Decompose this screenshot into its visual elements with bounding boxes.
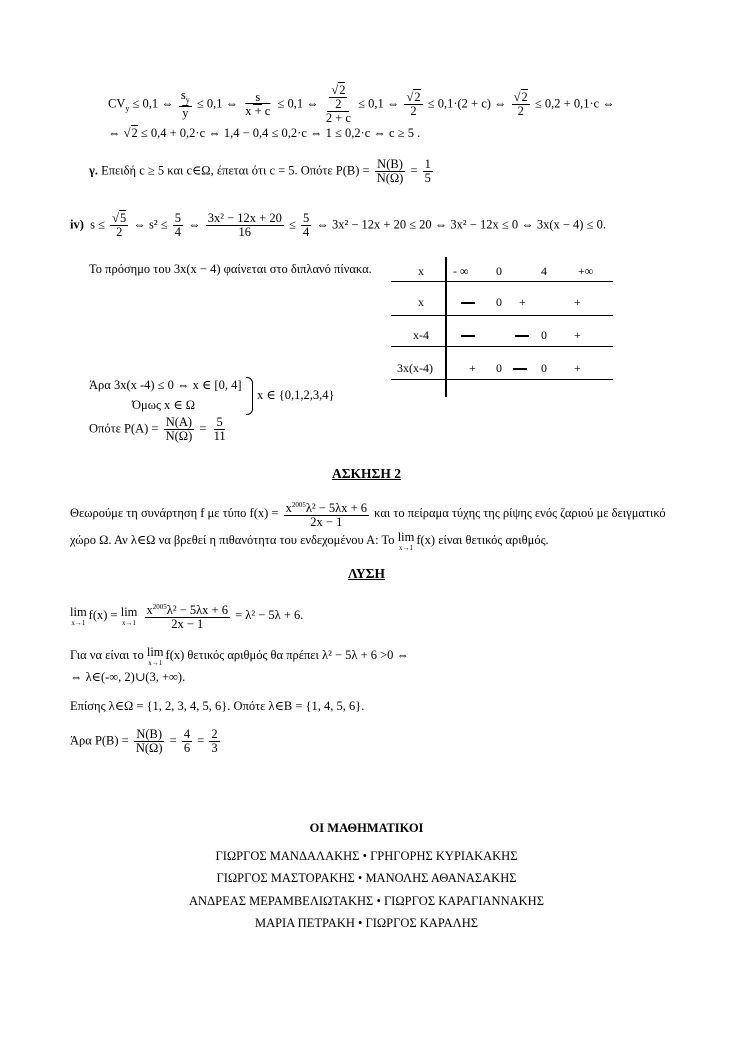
- table-rule: [391, 315, 613, 316]
- limit-operator: lim x→1: [146, 645, 164, 667]
- fraction-4-over-6: $\frac{4}{6}$: [183, 727, 191, 755]
- plus-sign: +: [469, 361, 476, 375]
- sign-table-caption: Το πρόσημο του 3x(x − 4) φαίνεται στο διπλανό πίνακα.: [89, 262, 372, 276]
- zero-mark: 0: [541, 361, 547, 375]
- zero-mark: 0: [496, 361, 502, 375]
- fraction-sy-over-y: $\frac{s_y}{y}$: [180, 87, 190, 121]
- header-x: x: [418, 264, 424, 278]
- fraction-1-over-5: $\frac{1}{5}$: [424, 157, 431, 185]
- minus-sign: [461, 335, 475, 337]
- row-label-product: 3x(x-4): [397, 361, 433, 375]
- table-rule: [391, 379, 613, 380]
- solution-line-2: Για να είναι το lim x→1 f(x) θετικός αριθμός θα πρέπει λ² − 5λ + 6 >0 ⇔: [70, 645, 410, 667]
- conclusion-line-2: Όμως x ∈ Ω: [132, 398, 196, 412]
- solution-line-3: ⇔ λ∈(-∞, 2)∪(3, +∞).: [70, 670, 186, 684]
- exercise-2-paragraph-2: χώρο Ω. Αν λ∈Ω να βρεθεί η πιθανότητα του ενδεχομένου Α: Το lim x→1 f(x) είναι θετικός αριθμός.: [70, 530, 549, 552]
- footer-authors-2: ΓΙΩΡΓΟΣ ΜΑΣΤΟΡΑΚΗΣ • ΜΑΝΟΛΗΣ ΑΘΑΝΑΣΑΚΗΣ: [216, 871, 517, 885]
- fraction-quadratic-over-16: $\frac{\text{3x² − 12x + 20}}{16}$: [207, 211, 282, 239]
- fraction-na-over-nomega: $\frac{N(A)}{N(\Omega)}$: [165, 415, 193, 443]
- iv-inequality: iv) s ≤ $\frac{√5}{2}$ ⇔ s² ≤ $\frac{5}{4}$ ⇔ $\frac{\text{3x² − 12x + 20}}{16}$ ≤ $\frac{5}{4}$ ⇔ 3x² − 12x + 20 ≤ 20 ⇔ 3x² − 12x ≤ 0 ⇔ 3x(x − 4) ≤ 0.: [70, 211, 606, 239]
- fraction-fx: $\frac{x^{2005}\lambda^2 - 5\lambda x + 6}{2x - 1}$: [285, 501, 368, 530]
- header-minus-inf: - ∞: [453, 264, 469, 278]
- header-plus-inf: +∞: [578, 264, 594, 278]
- plus-sign: +: [574, 295, 581, 309]
- table-rule: [391, 281, 613, 282]
- solution-line-4: Επίσης λ∈Ω = {1, 2, 3, 4, 5, 6}. Οπότε λ∈B = {1, 4, 5, 6}.: [70, 699, 365, 713]
- fraction-5-over-4-a: $\frac{5}{4}$: [174, 211, 181, 239]
- table-rule: [391, 346, 613, 347]
- fraction-5-over-11: $\frac{5}{11}$: [213, 415, 226, 443]
- fraction-nb-over-nomega: $\frac{N(B)}{N(\Omega)}$: [376, 157, 404, 185]
- gamma-paragraph: γ. Επειδή c ≥ 5 και c∈Ω, έπεται ότι c = 5. Οπότε P(B) = $\frac{N(B)}{N(\Omega)}$ = $\frac{1}{5}$: [89, 157, 431, 185]
- limit-operator: lim x→1: [70, 605, 87, 628]
- fraction-s-over-xc: $\frac{s}{x + c}$: [245, 90, 271, 118]
- zero-mark: 0: [541, 328, 547, 342]
- conclusion-set: x ∈ {0,1,2,3,4}: [257, 388, 335, 402]
- probability-a: Οπότε P(A) = $\frac{N(A)}{N(\Omega)}$ = $\frac{5}{11}$: [89, 415, 226, 443]
- exercise-2-title: ΑΣΚΗΣΗ 2: [331, 466, 402, 481]
- exercise-2-paragraph-1: Θεωρούμε τη συνάρτηση f με τύπο f(x) = $\frac{x^{2005}\lambda^2 - 5\lambda x + 6}{2x - 1}$ και το πείραμα τύχης της ρίψης ενός ζαριού με δειγματικό: [70, 501, 666, 530]
- conclusion-line-1: Άρα 3x(x -4) ≤ 0 ⇔ x ∈ [0, 4]: [89, 378, 242, 392]
- fraction-5-over-4-b: $\frac{5}{4}$: [302, 211, 310, 239]
- fraction-sqrt5-over-2: $\frac{√5}{2}$: [112, 211, 127, 239]
- plus-sign: +: [519, 295, 526, 309]
- fraction-fx-solution: $\frac{x^{2005}\lambda^2 - 5\lambda x + 6}{2x - 1}$: [146, 603, 228, 632]
- fraction-sqrt2-over-2-b: $\frac{√2}{2}$: [513, 90, 528, 118]
- minus-sign: [513, 368, 527, 370]
- minus-sign: [461, 302, 475, 304]
- cv-line-1: $CV_y \le 0,1$ ⇔ $\frac{s_y}{y}$ ≤ 0,1 ⇔ $\frac{s}{x + c}$ ≤ 0,1 ⇔ $\frac{\frac{√2}{2}}{2 + c}$ ≤ 0,1 ⇔ $\frac{√2}{2}$ ≤ 0,1·(2 + c) ⇔ $\frac{√2}{2}$ ≤ 0,2 + 0,1·c ⇔: [108, 83, 615, 125]
- footer-authors-4: ΜΑΡΙΑ ΠΕΤΡΑΚΗ • ΓΙΩΡΓΟΣ ΚΑΡΑΛΗΣ: [254, 916, 479, 930]
- cv-line-2: ⇔ √2 ≤ 0,4 + 0,2·c ⇔ 1,4 − 0,4 ≤ 0,2·c ⇔ 1 ≤ 0,2·c ⇔ c ≥ 5 .: [108, 126, 421, 140]
- minus-sign: [515, 335, 529, 337]
- header-four: 4: [541, 264, 547, 278]
- sign-table: [391, 257, 613, 397]
- limit-operator: lim x→1: [397, 530, 415, 552]
- row-label-x-minus-4: x-4: [413, 328, 429, 342]
- zero-mark: 0: [496, 295, 502, 309]
- footer-title: ΟΙ ΜΑΘΗΜΑΤΙΚΟΙ: [309, 821, 424, 835]
- footer-authors-3: ΑΝΔΡΕΑΣ ΜΕΡΑΜΒΕΛΙΩΤΑΚΗΣ • ΓΙΩΡΓΟΣ ΚΑΡΑΓΙΑΝΝΑΚΗΣ: [189, 894, 544, 908]
- plus-sign: +: [574, 328, 581, 342]
- fraction-sqrt2-over-2-a: $\frac{√2}{2}$: [406, 90, 421, 118]
- fraction-nested-sqrt2: $\frac{\frac{√2}{2}}{2 + c}$: [325, 83, 351, 125]
- fraction-2-over-3: $\frac{2}{3}$: [211, 727, 218, 755]
- footer-authors-1: ΓΙΩΡΓΟΣ ΜΑΝΔΑΛΑΚΗΣ • ΓΡΗΓΟΡΗΣ ΚΥΡΙΑΚΑΚΗΣ: [215, 849, 518, 863]
- table-vertical-rule: [445, 257, 447, 397]
- header-zero: 0: [496, 264, 502, 278]
- limit-operator: lim x→1: [120, 605, 138, 628]
- fraction-nb-over-nomega: $\frac{N(B)}{N(\Omega)}$: [135, 727, 163, 755]
- row-label-x: x: [418, 295, 424, 309]
- solution-title: ΛΥΣΗ: [347, 566, 386, 581]
- right-brace: [246, 377, 253, 415]
- solution-line-1: lim x→1 f(x) = lim x→1 $\frac{x^{2005}\lambda^2 - 5\lambda x + 6}{2x - 1}$ = λ² − 5λ + 6.: [70, 603, 304, 632]
- solution-line-5: Άρα P(B) = $\frac{N(B)}{N(\Omega)}$ = $\frac{4}{6}$ = $\frac{2}{3}$: [70, 727, 218, 755]
- plus-sign: +: [574, 361, 581, 375]
